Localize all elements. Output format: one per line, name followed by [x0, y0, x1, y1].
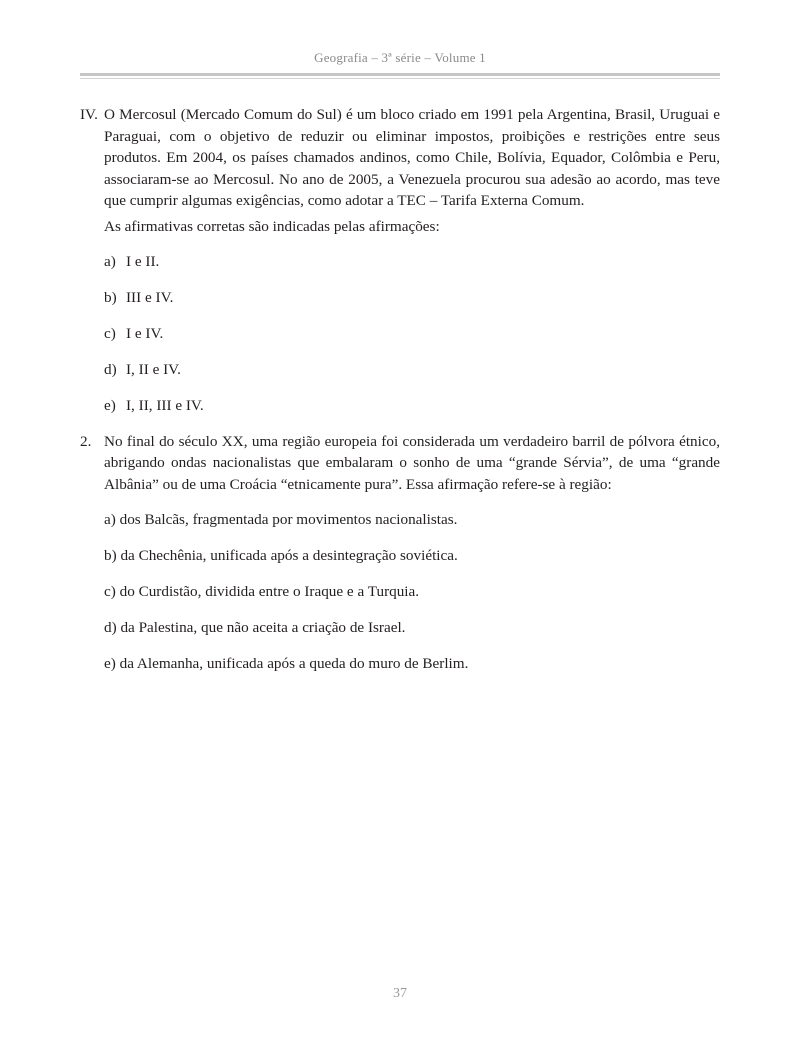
- option-letter: c): [104, 325, 116, 342]
- question-1-option-a[interactable]: [104, 251, 720, 273]
- option-letter: a): [104, 253, 116, 270]
- option-text: I, II, III e IV.: [126, 397, 204, 414]
- running-header: Geografia – 3ª série – Volume 1: [314, 50, 486, 65]
- question-2-number: 2.: [80, 432, 92, 450]
- statement-iv: [80, 104, 720, 212]
- statement-iv-number: IV.: [80, 106, 98, 123]
- option-text: I e IV.: [126, 325, 164, 342]
- option-letter: b): [104, 289, 117, 306]
- statement-iv-text: O Mercosul (Mercado Comum do Sul) é um bloco criado em 1991 pela Argentina, Brasil, Uruguai e Paraguai, com o objetivo de reduzir ou eliminar impostos, proibições e restrições entre seus produtos. Em 2004, os países chamados andinos, como Chile, Bolívia, Equador, Colômbia e Peru, associaram-se ao Mercosul. No ano de 2005, a Venezuela procurou sua adesão ao acordo, mas teve que cumprir algumas exigências, como adotar a TEC – Tarifa Externa Comum.: [104, 106, 720, 209]
- question-1-option-b[interactable]: [104, 287, 720, 309]
- page-number: 37: [393, 986, 407, 1001]
- question-2-option-d[interactable]: d) da Palestina, que não aceita a criação de Israel.: [104, 619, 406, 636]
- question-1-prompt: As afirmativas corretas são indicadas pelas afirmações:: [104, 217, 440, 235]
- question-1-option-c[interactable]: [104, 323, 720, 345]
- question-2: [80, 431, 720, 496]
- option-text: III e IV.: [126, 289, 174, 306]
- option-letter: e): [104, 397, 116, 414]
- header-rule-thin: [80, 78, 720, 79]
- question-2-option-e[interactable]: e) da Alemanha, unificada após a queda do muro de Berlim.: [104, 655, 469, 672]
- question-1-option-d[interactable]: [104, 359, 720, 381]
- option-text: I e II.: [126, 253, 160, 270]
- question-1-option-e[interactable]: [104, 395, 720, 417]
- question-2-text: No final do século XX, uma região europeia foi considerada um verdadeiro barril de pólvora étnico, abrigando ondas nacionalistas que embalaram o sonho de uma “grande Sérvia”, de uma “grande Albânia” ou de uma Croácia “etnicamente pura”. Essa afirmação refere-se à região:: [104, 432, 720, 493]
- question-2-option-b[interactable]: b) da Chechênia, unificada após a desintegração soviética.: [104, 547, 458, 564]
- question-2-option-a[interactable]: a) dos Balcãs, fragmentada por movimentos nacionalistas.: [104, 511, 458, 528]
- option-letter: d): [104, 361, 117, 378]
- question-2-option-c[interactable]: c) do Curdistão, dividida entre o Iraque e a Turquia.: [104, 583, 420, 600]
- option-text: I, II e IV.: [126, 361, 181, 378]
- header-rule-thick: [80, 73, 720, 76]
- page-content: [80, 104, 720, 675]
- question-1-options: [104, 251, 720, 417]
